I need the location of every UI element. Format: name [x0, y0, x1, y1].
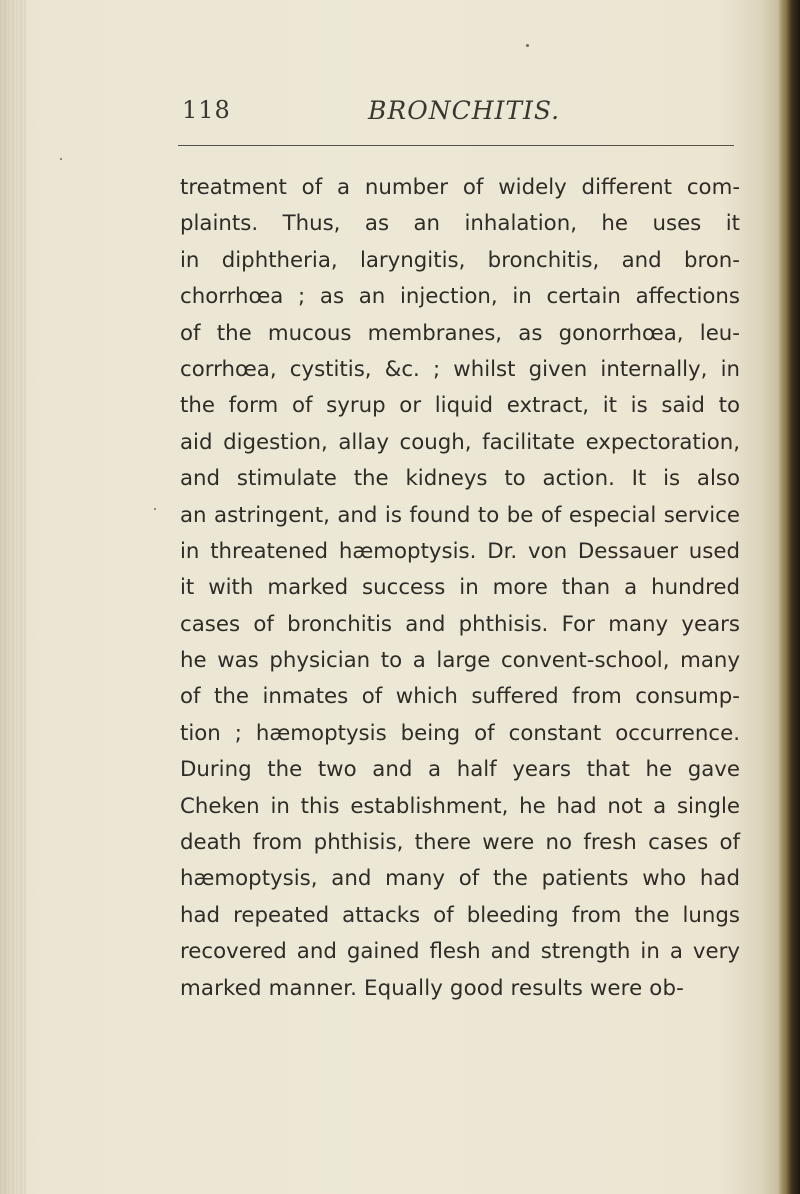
body-paragraph — [180, 170, 740, 1007]
text-line: plaints. Thus, as an inhalation, he uses it — [180, 211, 740, 237]
text-line: in diphtheria, laryngitis, bronchitis, and bron- — [180, 247, 740, 273]
text-line: chorrhœa ; as an injection, in certain affections — [180, 284, 740, 310]
page-edge-shadow — [778, 0, 800, 1194]
text-line: had repeated attacks of bleeding from the lungs — [180, 902, 740, 928]
text-line: of the mucous membranes, as gonorrhœa, leu- — [180, 320, 740, 346]
text-line: death from phthisis, there were no fresh cases of — [180, 830, 740, 856]
page-number: 118 — [182, 96, 231, 124]
paper-speck — [154, 508, 156, 510]
text-line: aid digestion, allay cough, facilitate expectoration, — [180, 429, 740, 455]
text-line: hæmoptysis, and many of the patients who had — [180, 866, 740, 892]
text-line: During the two and a half years that he gave — [180, 757, 740, 783]
text-line: marked manner. Equally good results were ob- — [180, 975, 684, 1001]
text-line: treatment of a number of widely different com- — [180, 175, 740, 200]
text-line: an astringent, and is found to be of especial service — [180, 502, 740, 528]
text-line: in threatened hæmoptysis. Dr. von Dessauer used — [180, 538, 740, 564]
text-line: the form of syrup or liquid extract, it is said to — [180, 393, 740, 419]
text-line: of the inmates of which suffered from consump- — [180, 684, 740, 710]
paper-speck — [60, 158, 62, 160]
page-header — [0, 96, 800, 136]
header-rule — [178, 145, 734, 146]
text-line: tion ; hæmoptysis being of constant occurrence. — [180, 720, 740, 746]
text-line: recovered and gained flesh and strength in a very — [180, 939, 740, 965]
text-line: cases of bronchitis and phthisis. For many years — [180, 611, 740, 637]
text-line: it with marked success in more than a hundred — [180, 575, 740, 601]
text-line: Cheken in this establishment, he had not a single — [180, 793, 740, 819]
text-line: corrhœa, cystitis, &c. ; whilst given internally, in — [180, 356, 740, 382]
running-head: BRONCHITIS. — [368, 96, 561, 125]
binding-gutter — [0, 0, 26, 1194]
text-line: he was physician to a large convent-school, many — [180, 648, 740, 674]
text-line: and stimulate the kidneys to action. It is also — [180, 466, 740, 492]
paper-speck — [526, 44, 529, 47]
